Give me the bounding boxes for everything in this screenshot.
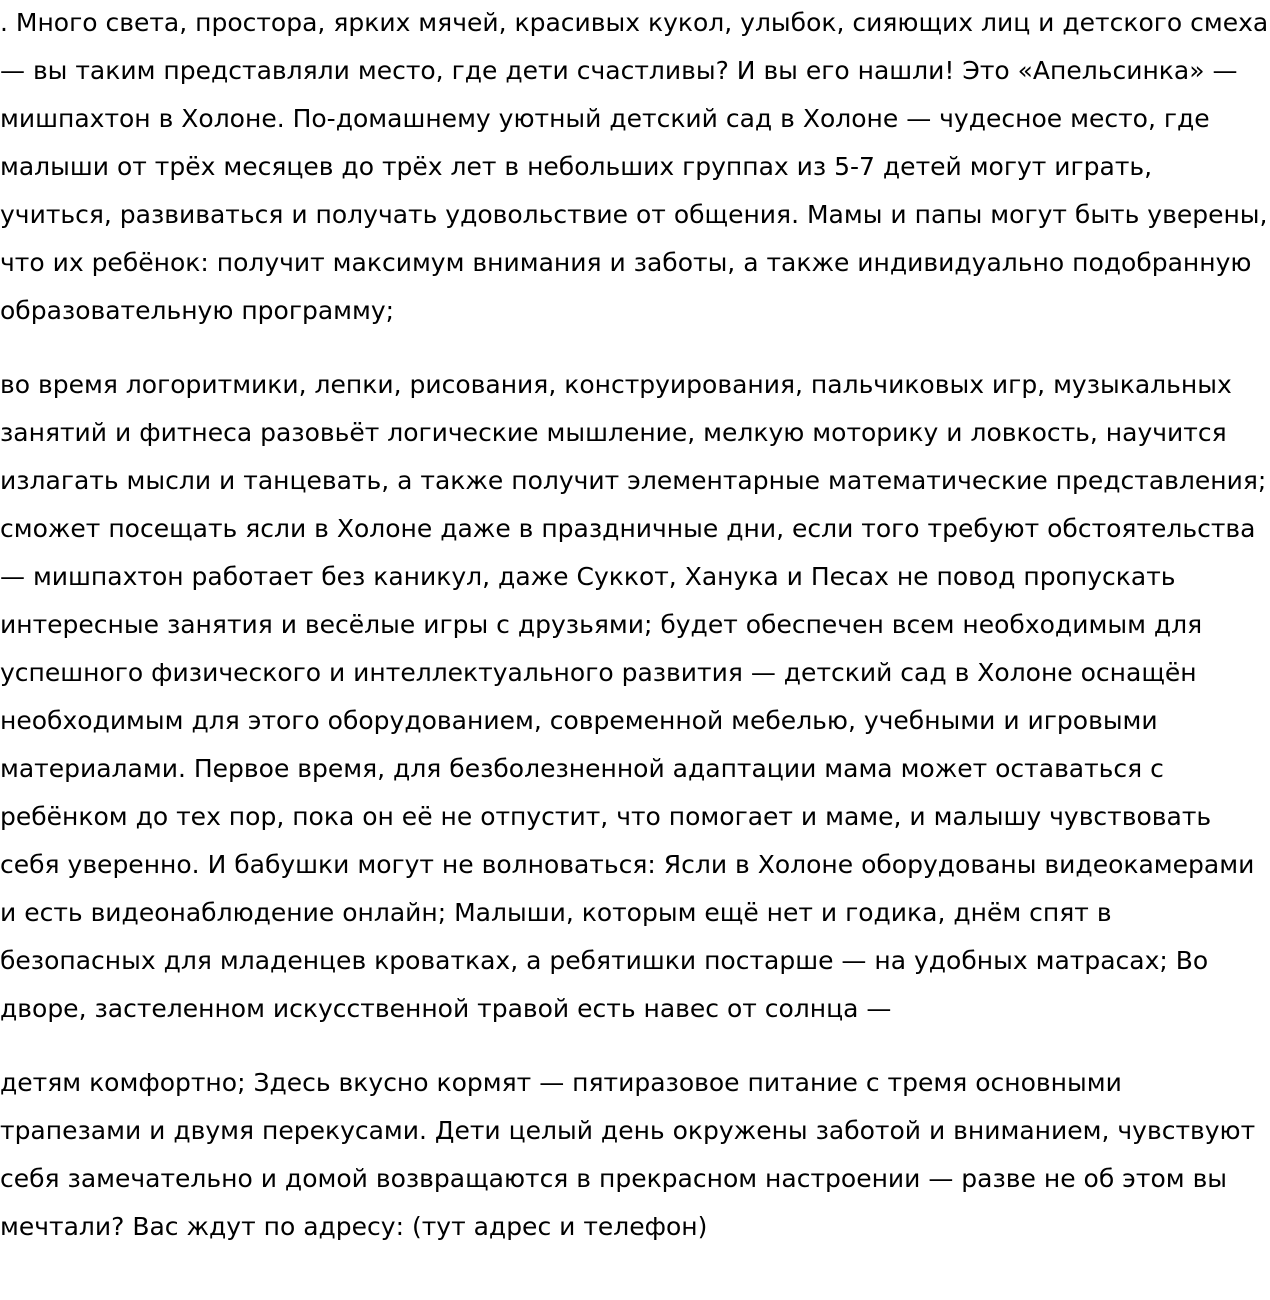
paragraph-closing: детям комфортно; Здесь вкусно кормят — пятиразовое питание с тремя основными трапезами и двумя перекусами. Дети целый день окружены заботой и вниманием, чувствуют себя замечательно и домой возвращаются в прекрасном настроении — разве не об этом вы мечтали? Вас ждут по адресу: (тут адрес и телефон) bbox=[0, 1068, 1256, 1241]
paragraph-activities: во время логоритмики, лепки, рисования, конструирования, пальчиковых игр, музыкальных занятий и фитнеса разовьёт логические мышление, мелкую моторику и ловкость, научится излагать мысли и танцевать, а также получит элементарные математические представления; сможет посещать ясли в Холоне даже в праздничные дни, если того требуют обстоятельства — мишпахтон работает без каникул, даже Суккот, Ханука и Песах не повод пропускать интересные занятия и весёлые игры с друзьями; будет обеспечен всем необходимым для успешного физического и интеллектуального развития — детский сад в Холоне оснащён необходимым для этого оборудованием, современной мебелью, учебными и игровыми материалами. Первое время, для безболезненной адаптации мама может оставаться с ребёнком до тех пор, пока он её не отпустит, что помогает и маме, и малышу чувствовать себя уверенно. И бабушки могут не волноваться: Ясли в Холоне оборудованы видеокамерами и есть видеонаблюдение онлайн; Малыши, которым ещё нет и годика, днём спят в безопасных для младенцев кроватках, а ребятишки постарше — на удобных матрасах; Во дворе, застеленном искусственной травой есть навес от солнца — bbox=[0, 370, 1267, 1023]
paragraph-intro: . Много света, простора, ярких мячей, красивых кукол, улыбок, сияющих лиц и детского смеха — вы таким представляли место, где дети счастливы? И вы его нашли! Это «Апельсинка» — мишпахтон в Холоне. По-домашнему уютный детский сад в Холоне — чудесное место, где малыши от трёх месяцев до трёх лет в небольших группах из 5-7 детей могут играть, учиться, развиваться и получать удовольствие от общения. Мамы и папы могут быть уверены, что их ребёнок: получит максимум внимания и заботы, а также индивидуально подобранную образовательную программу; bbox=[0, 8, 1269, 325]
